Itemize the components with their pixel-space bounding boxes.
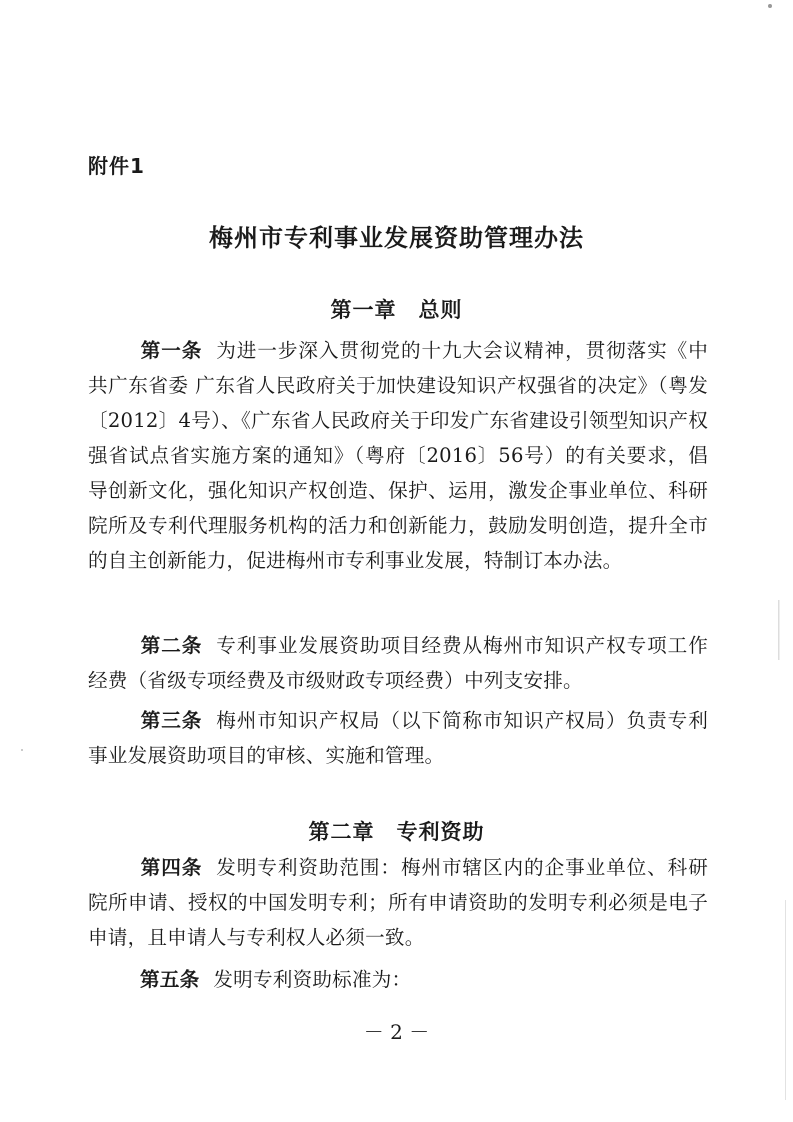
article-text: 发明专利资助标准为： bbox=[213, 968, 412, 991]
scan-edge-line bbox=[785, 900, 786, 1100]
scan-speck bbox=[21, 749, 23, 751]
article-label: 第二条 bbox=[140, 634, 203, 657]
article-label: 第四条 bbox=[140, 856, 203, 879]
article-label: 第三条 bbox=[140, 709, 203, 732]
article-text: 专利事业发展资助项目经费从梅州市知识产权专项工作经费（省级专项经费及市级财政专项经费）中列支安排。 bbox=[88, 634, 708, 692]
article-1 bbox=[88, 333, 708, 578]
chapter-heading: 第一章 总则 bbox=[330, 297, 463, 322]
scan-edge-line bbox=[778, 600, 780, 660]
scan-speck bbox=[768, 4, 772, 8]
article-label: 第五条 bbox=[140, 968, 200, 991]
page-number: － 2 － bbox=[363, 1020, 430, 1044]
article-text: 发明专利资助范围：梅州市辖区内的企事业单位、科研院所申请、授权的中国发明专利；所有申请资助的发明专利必须是电子申请，且申请人与专利权人必须一致。 bbox=[88, 856, 708, 949]
attachment-label: 附件1 bbox=[88, 154, 145, 178]
article-3 bbox=[88, 703, 708, 773]
chapter-heading: 第二章 专利资助 bbox=[308, 819, 485, 844]
article-4 bbox=[88, 850, 708, 955]
article-5 bbox=[88, 962, 708, 997]
article-2 bbox=[88, 628, 708, 698]
article-text: 为进一步深入贯彻党的十九大会议精神，贯彻落实《中共广东省委 广东省人民政府关于加快建设知识产权强省的决定》（粤发〔2012〕4号）、《广东省人民政府关于印发广东省建设引领型知识产权强省试点省实施方案的通知》（粤府〔2016〕56号）的有关要求，倡导创新文化，强化知识产权创造、保护、运用，激发企事业单位、科研院所及专利代理服务机构的活力和创新能力，鼓励发明创造，提升全市的自主创新能力，促进梅州市专利事业发展，特制订本办法。 bbox=[88, 339, 708, 572]
article-text: 梅州市知识产权局（以下简称市知识产权局）负责专利事业发展资助项目的审核、实施和管理。 bbox=[88, 709, 708, 767]
article-label: 第一条 bbox=[140, 339, 203, 362]
document-title: 梅州市专利事业发展资助管理办法 bbox=[209, 223, 584, 252]
